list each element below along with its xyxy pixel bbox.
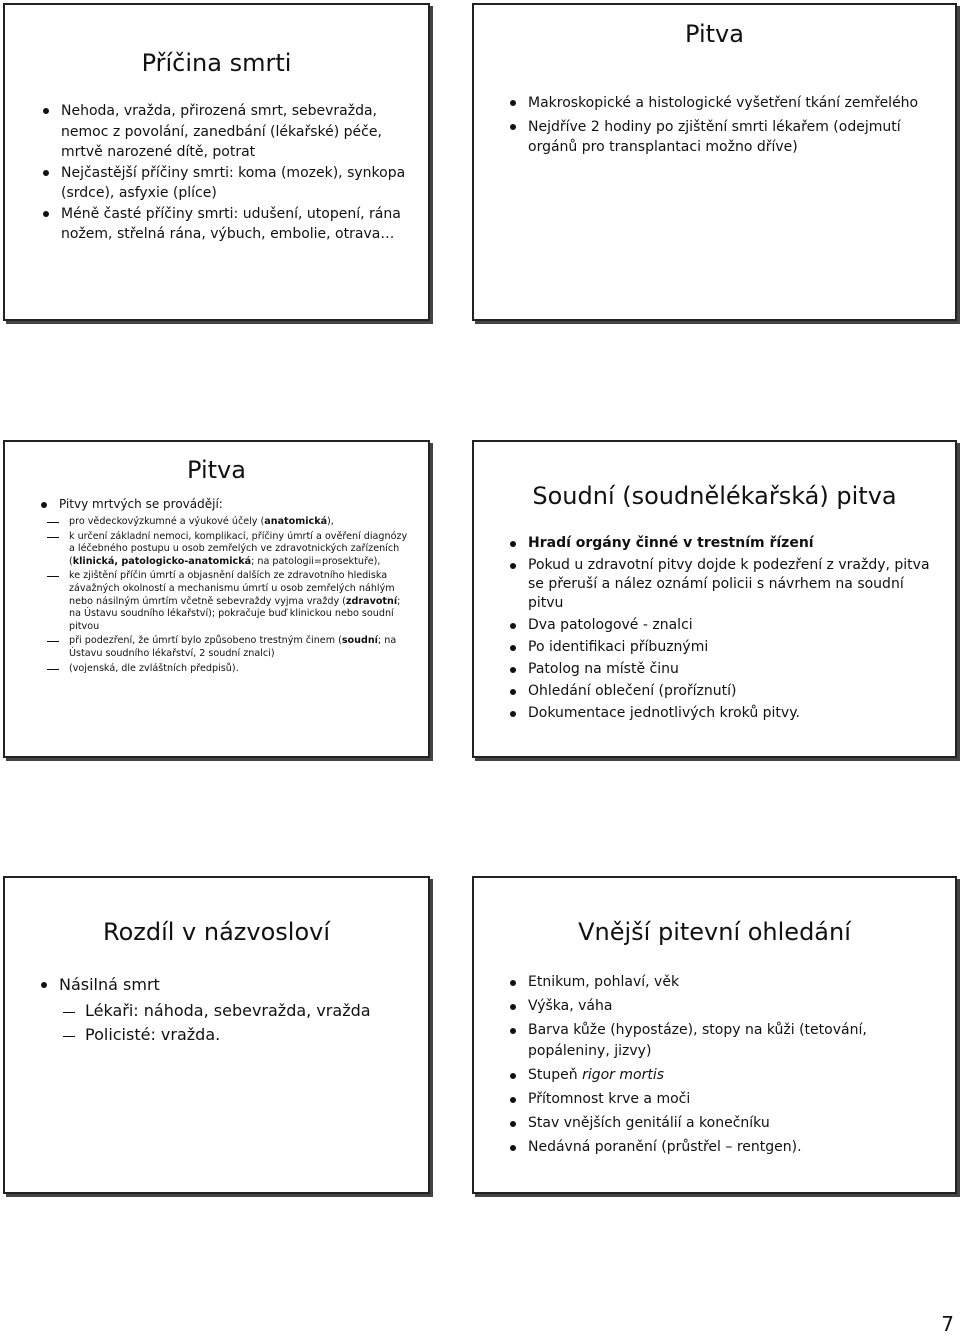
list-item: Dva patologové - znalci	[510, 616, 931, 635]
slide-pitva-1	[472, 3, 957, 321]
sub-item: Lékaři: náhoda, sebevražda, vražda	[63, 999, 408, 1023]
list-item: Stav vnějších genitálií a konečníku	[510, 1113, 931, 1134]
list-item	[41, 973, 408, 1047]
bullet-list	[43, 101, 406, 245]
list-item	[510, 1065, 931, 1086]
text: pro vědeckovýzkumné a výukové účely (	[69, 516, 265, 527]
slide-title: Příčina smrti	[141, 49, 292, 77]
slide-pricina-smrti	[3, 3, 430, 321]
sub-list	[63, 999, 408, 1047]
sub-item: Policisté: vražda.	[63, 1023, 408, 1047]
bullet-text: Násilná smrt	[59, 975, 160, 994]
list-item: Makroskopické a histologické vyšetření tkání zemřelého	[510, 93, 925, 114]
text: při podezření, že úmrtí bylo způsobeno trestným činem (	[69, 635, 342, 647]
page-number: 7	[941, 1312, 954, 1336]
list-item: Nedávná poranění (průstřel – rentgen).	[510, 1137, 931, 1158]
slide-title: Pitva	[187, 456, 246, 484]
list-item: Nejdříve 2 hodiny po zjištění smrti lékařem (odejmutí orgánů pro transplantaci možno dříve)	[510, 117, 925, 158]
slide-title: Pitva	[685, 20, 744, 48]
text: ; na Ústavu soudního lékařství, 2 soudní znalci)	[69, 635, 397, 659]
slide-rozdil-v-nazvoslovi	[3, 876, 430, 1194]
list-item	[41, 496, 408, 675]
list-item: Méně časté příčiny smrti: udušení, utopení, rána nožem, střelná rána, výbuch, embolie, otrava…	[43, 204, 406, 245]
list-item: Přítomnost krve a moči	[510, 1089, 931, 1110]
list-item: Pokud u zdravotní pitvy dojde k podezření z vraždy, pitva se přeruší a nález oznámí policii s návrhem na soudní pitvu	[510, 556, 931, 613]
sub-item	[47, 570, 408, 633]
list-item: Ohledání oblečení (proříznutí)	[510, 682, 931, 701]
list-item: Dokumentace jednotlivých kroků pitvy.	[510, 704, 931, 723]
list-item: Patolog na místě činu	[510, 660, 931, 679]
slide-title: Rozdíl v názvosloví	[102, 918, 331, 946]
list-item: Po identifikaci příbuznými	[510, 638, 931, 657]
sub-item	[47, 531, 408, 569]
slide-soudni-pitva	[472, 440, 957, 758]
list-item: Etnikum, pohlaví, věk	[510, 972, 931, 993]
text: ; na Ústavu soudního lékařství); pokračuje buď klinickou nebo soudní pitvou	[69, 595, 401, 632]
italic-text: rigor mortis	[582, 1067, 665, 1083]
list-item: Barva kůže (hypostáze), stopy na kůži (tetování, popáleniny, jizvy)	[510, 1020, 931, 1062]
bold-text: anatomická	[264, 516, 328, 527]
slide-pitva-2	[3, 440, 430, 758]
bullet-list	[41, 973, 408, 1047]
text: ; na patologii=prosektuře),	[251, 555, 381, 567]
text: k určení základní nemoci, komplikací, příčiny úmrtí a ověření diagnózy a léčebného postupu u osob zemřelých ve zdravotnických zařízeních (	[69, 530, 408, 567]
sub-list	[47, 516, 408, 675]
intro-text: Pitvy mrtvých se provádějí:	[59, 497, 223, 511]
text: ),	[327, 516, 334, 527]
slide-title: Soudní (soudnělékařská) pitva	[532, 482, 897, 510]
bullet-list	[510, 534, 931, 726]
sub-item: (vojenská, dle zvláštních předpisů).	[47, 663, 408, 676]
bullet-list	[41, 496, 408, 677]
bold-text: klinická, patologicko-anatomická	[72, 555, 252, 567]
sub-item	[47, 635, 408, 660]
sub-item	[47, 516, 408, 529]
slide-title: Vnější pitevní ohledání	[578, 918, 851, 946]
list-item: Hradí orgány činné v trestním řízení	[510, 534, 931, 553]
bold-text: soudní	[341, 635, 378, 647]
bullet-list	[510, 972, 931, 1161]
list-item: Nejčastější příčiny smrti: koma (mozek), synkopa (srdce), asfyxie (plíce)	[43, 163, 406, 204]
slide-vnejsi-pitevni-ohledani	[472, 876, 957, 1194]
bold-text: zdravotní	[345, 595, 398, 607]
list-item: Nehoda, vražda, přirozená smrt, sebevražda, nemoc z povolání, zanedbání (lékařské) péče, mrtvě narozené dítě, potrat	[43, 101, 406, 163]
bullet-list	[510, 93, 925, 161]
text: Stupeň	[528, 1067, 583, 1083]
text: ke zjištění příčin úmrtí a objasnění dalších ze zdravotního hlediska závažných okolností a mechanismu úmrtí u osob zemřelých náhlým nebo násilným úmrtím včetně sebevraždy vyjma vraždy (	[69, 570, 395, 607]
list-item: Výška, váha	[510, 996, 931, 1017]
